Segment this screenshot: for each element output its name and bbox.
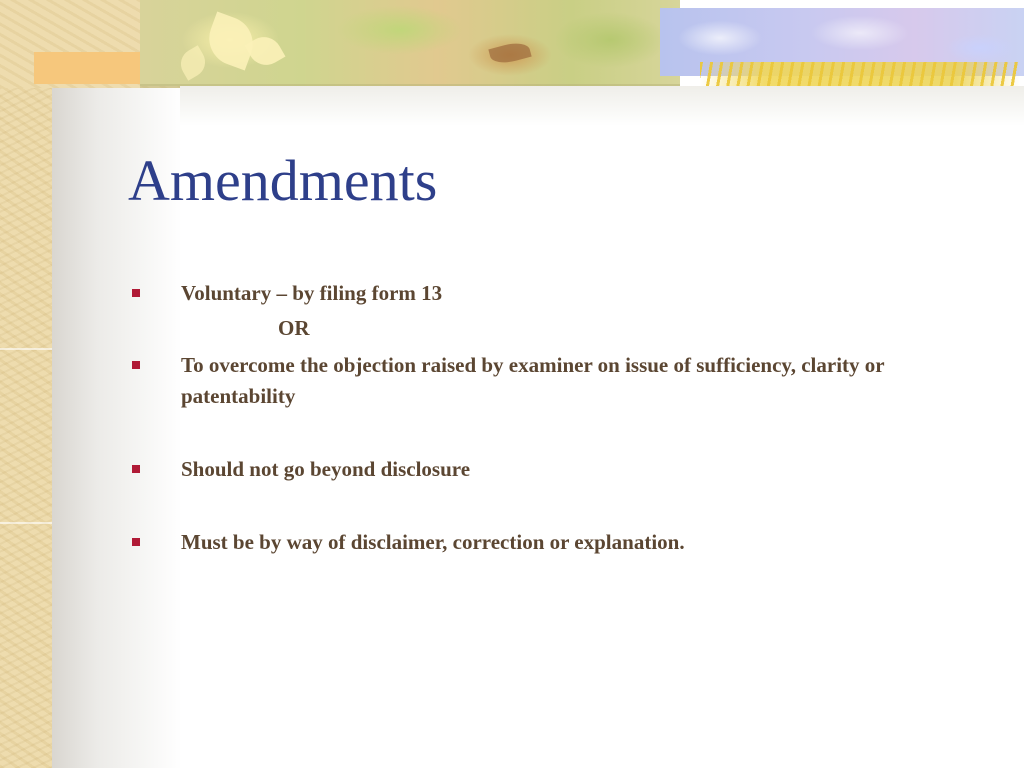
- strip-seam: [0, 348, 52, 350]
- parchment-strip: [0, 0, 52, 768]
- leaf-shape: [175, 45, 211, 81]
- square-bullet-icon: [132, 465, 140, 473]
- square-bullet-icon: [132, 538, 140, 546]
- bullet-text: Should not go beyond disclosure: [181, 457, 471, 481]
- grass-decoration: [700, 62, 1020, 86]
- square-bullet-icon: [132, 289, 140, 297]
- list-item: [128, 278, 958, 309]
- list-item: [128, 350, 958, 412]
- square-bullet-icon: [132, 361, 140, 369]
- or-text: OR: [278, 316, 310, 340]
- slide-title: Amendments: [128, 148, 438, 213]
- list-item: [128, 527, 958, 558]
- bullet-list: [128, 278, 958, 558]
- header-fade: [180, 86, 1024, 126]
- list-item: [128, 454, 958, 485]
- bullet-text: Must be by way of disclaimer, correction or explanation.: [181, 530, 685, 554]
- leaf-shape: [488, 39, 531, 67]
- leaf-banner-image: [140, 0, 680, 86]
- orange-accent-bar: [34, 52, 144, 84]
- bullet-text: To overcome the objection raised by examiner on issue of sufficiency, clarity or patentability: [181, 353, 885, 408]
- bullet-text: Voluntary – by filing form 13: [181, 281, 443, 305]
- spacer: [128, 412, 958, 454]
- strip-seam: [0, 522, 52, 524]
- spacer: [128, 485, 958, 527]
